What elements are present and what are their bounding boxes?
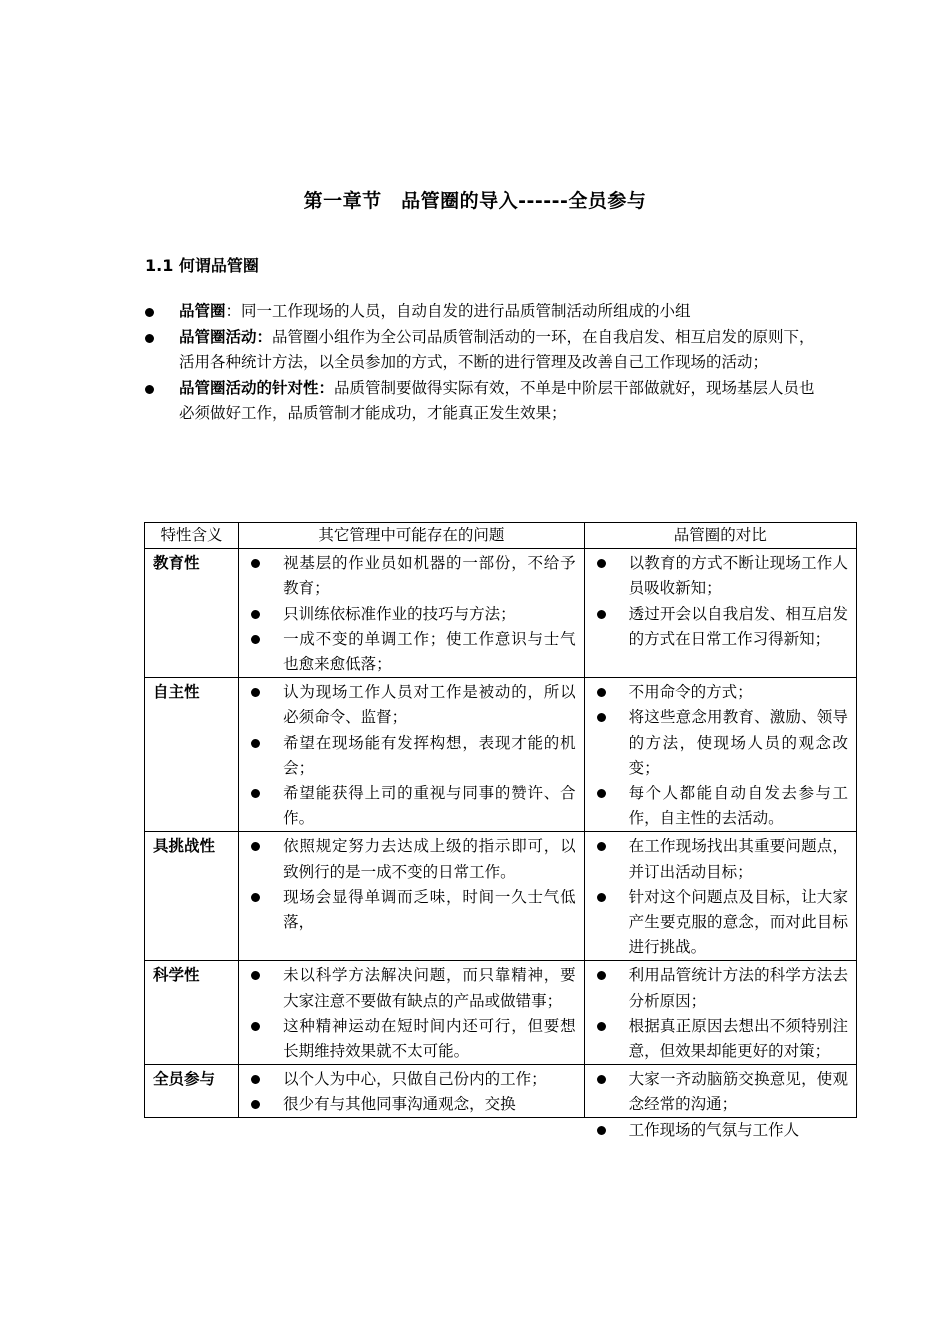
cell-item-text: 很少有与其他同事沟通观念，交换 [283,1095,516,1114]
cell-list-item [595,885,848,961]
definition-separator: ： [225,302,242,320]
bullet-dot-icon [597,842,606,851]
header-contrast: 品管圈的对比 [584,523,856,549]
definition-item [145,376,815,427]
cell-item-text: 大家一齐动脑筋交换意见，使观念经常的沟通； [628,1070,848,1114]
table-header-row [145,523,857,549]
table-row [145,832,857,961]
comparison-table [144,522,857,1139]
definition-list [145,299,815,427]
table-row [145,549,857,678]
problems-cell [239,678,584,832]
bullet-dot-icon [145,334,154,343]
cell-list-item [249,885,575,935]
cell-list-item [249,963,575,1013]
definition-text: 品质管制要做得实际有效，不单是中阶层干部做就好，现场基层人员也必须做好工作，品质管制才能成功，才能真正发生效果； [179,378,815,422]
cell-item-text: 根据真正原因去想出不须特别注意，但效果却能更好的对策； [628,1016,848,1061]
contrast-cell [584,832,856,961]
cell-item-text: 视基层的作业员如机器的一部份，不给予教育； [283,554,576,598]
definition-text: 同一工作现场的人员，自动自发的进行品质管制活动所组成的小组 [241,302,691,320]
contrast-cell [584,678,856,832]
cell-item-text: 不用命令的方式； [628,683,753,702]
cell-list-item [249,1014,575,1064]
bullet-dot-icon [251,688,260,697]
header-feature: 特性含义 [145,523,239,549]
cell-item-text: 依照规定努力去达成上级的指示即可，以致例行的是一成不变的日常工作。 [283,837,576,881]
cell-item-text: 每个人都能自动自发去参与工作，自主性的去活动。 [628,784,848,828]
bullet-dot-icon [251,893,260,902]
table-row [145,1065,857,1118]
header-problems: 其它管理中可能存在的问题 [239,523,584,549]
cell-list-item [595,834,848,884]
bullet-dot-icon [145,308,154,317]
bullet-dot-icon [597,688,606,697]
bullet-dot-icon [251,971,260,980]
chapter-title: 第一章节 品管圈的导入------全员参与 [303,190,647,212]
cell-list-item [249,551,575,601]
bullet-dot-icon [597,1126,606,1135]
bullet-dot-icon [597,559,606,568]
cell-list-item [595,705,848,781]
cell-list-item [595,963,848,1013]
cell-list-item [249,627,575,677]
bullet-dot-icon [597,610,606,619]
bullet-dot-icon [251,739,260,748]
feature-cell: 自主性 [145,678,239,832]
cell-list-item [595,1014,848,1064]
cell-item-text: 现场会显得单调而乏味，时间一久士气低落， [283,887,576,932]
bullet-dot-icon [251,610,260,619]
cell-item-text: 透过开会以自我启发、相互启发的方式在日常工作习得新知； [628,604,848,648]
cell-item-text: 以教育的方式不断让现场工作人员吸收新知； [628,554,848,598]
cell-item-text: 以个人为中心，只做自己份内的工作； [283,1070,547,1089]
cell-list-item [595,1118,848,1143]
cell-item-text: 未以科学方法解决问题，而只靠精神，要大家注意不要做有缺点的产品或做错事； [283,966,576,1010]
definition-text: 品管圈小组作为全公司品质管制活动的一环，在自我启发、相互启发的原则下，活用各种统计方法，以全员参加的方式，不断的进行管理及改善自己工作现场的活动； [179,327,815,371]
problems-cell [239,549,584,678]
definition-term: 品管圈活动的针对性： [179,378,335,397]
cell-list-item [249,781,575,831]
definition-term: 品管圈活动： [179,327,273,346]
bullet-dot-icon [597,893,606,902]
cell-list-item [249,1067,575,1092]
section-heading: 1.1 何谓品管圈 [145,256,259,275]
cell-list-item [595,1067,848,1117]
cell-list-item [249,602,575,627]
bullet-dot-icon [251,1100,260,1109]
feature-cell: 教育性 [145,549,239,678]
cell-list-item [595,781,848,831]
bullet-dot-icon [145,385,154,394]
cell-list-item [595,551,848,601]
problems-cell [239,1065,584,1118]
bullet-dot-icon [251,1022,260,1031]
cell-list-item [249,680,575,730]
cell-list-item [249,834,575,884]
cell-item-text: 认为现场工作人员对工作是被动的，所以必须命令、监督； [283,683,576,727]
bullet-dot-icon [251,1075,260,1084]
bullet-dot-icon [597,1022,606,1031]
cell-list-item [595,602,848,652]
bullet-dot-icon [251,635,260,644]
cell-item-text: 利用品管统计方法的科学方法去分析原因； [628,966,848,1010]
cell-list-item [249,731,575,781]
definition-item [145,299,815,325]
cell-item-text: 希望能获得上司的重视与同事的赞许、合作。 [283,784,576,828]
table-row [145,961,857,1065]
cell-item-text: 工作现场的气氛与工作人 [628,1120,800,1139]
contrast-cell [584,549,856,678]
cell-item-text: 这种精神运动在短时间内还可行，但要想长期维持效果就不太可能。 [283,1016,576,1061]
problems-cell [239,832,584,961]
feature-cell: 科学性 [145,961,239,1065]
cell-item-text: 只训练依标准作业的技巧与方法； [283,604,516,623]
cell-list-item [249,1092,575,1117]
cell-list-item [595,680,848,705]
bullet-dot-icon [251,789,260,798]
bullet-dot-icon [597,971,606,980]
cell-item-text: 针对这个问题点及目标，让大家产生要克服的意念，而对此目标进行挑战。 [628,887,848,957]
cell-item-text: 一成不变的单调工作；使工作意识与士气也愈来愈低落； [283,629,576,674]
cell-item-text: 在工作现场找出其重要问题点，并订出活动目标； [628,837,848,881]
definition-term: 品管圈 [179,302,226,320]
bullet-dot-icon [251,842,260,851]
feature-cell: 全员参与 [145,1065,239,1118]
contrast-cell [584,961,856,1065]
cell-item-text: 希望在现场能有发挥构想，表现才能的机会； [283,733,576,777]
bullet-dot-icon [597,713,606,722]
bullet-dot-icon [597,1075,606,1084]
bullet-dot-icon [597,789,606,798]
cell-item-text: 将这些意念用教育、激励、领导的方法，使现场人员的观念改变； [628,708,848,777]
problems-cell [239,961,584,1065]
definition-item [145,325,815,376]
feature-cell: 具挑战性 [145,832,239,961]
table-row [145,678,857,832]
bullet-dot-icon [251,559,260,568]
contrast-cell [584,1065,856,1139]
